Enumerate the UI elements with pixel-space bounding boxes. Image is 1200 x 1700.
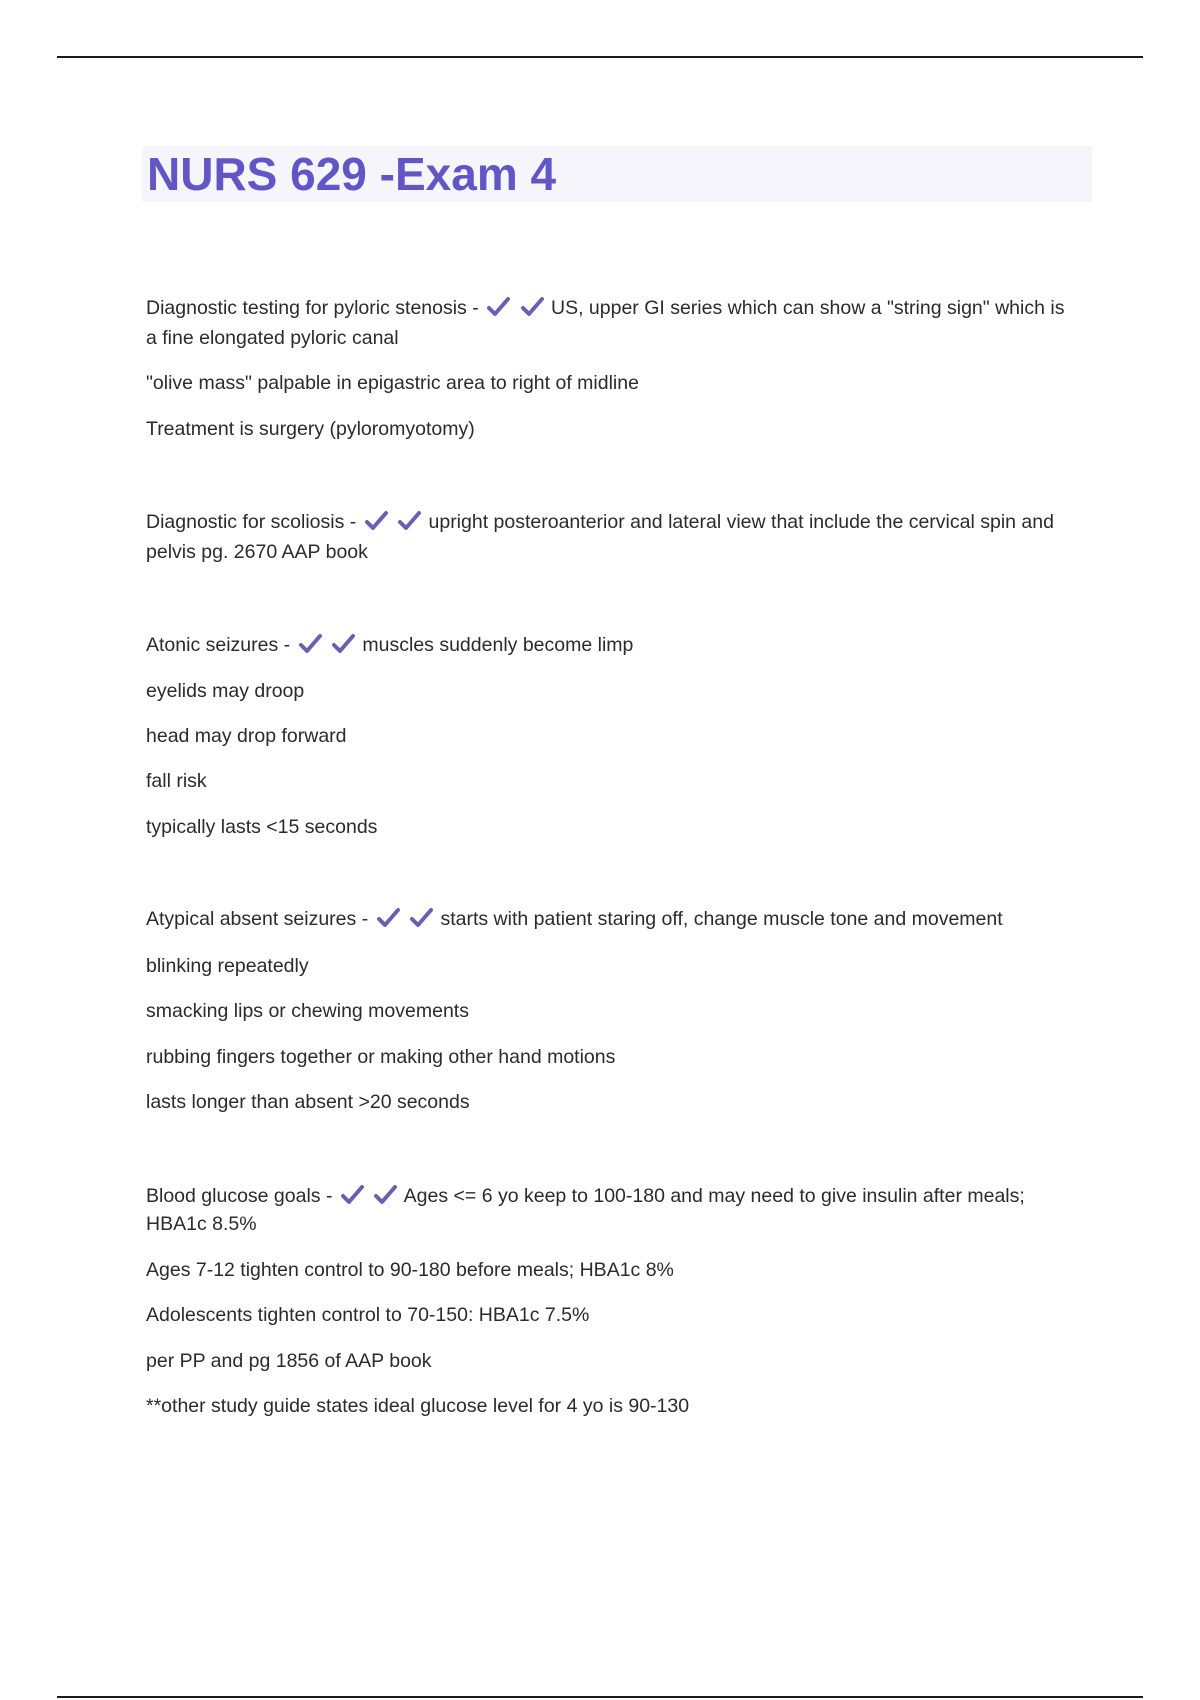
check-icon bbox=[376, 907, 402, 929]
check-icon bbox=[520, 296, 546, 318]
qa-question-line bbox=[146, 1181, 1025, 1211]
qa-detail-line: "olive mass" palpable in epigastric area to right of midline bbox=[146, 372, 639, 394]
check-icon bbox=[340, 1184, 366, 1206]
qa-answer: US, upper GI series which can show a "string sign" which is bbox=[550, 297, 1065, 319]
qa-answer-wrap: pelvis pg. 2670 AAP book bbox=[146, 541, 368, 563]
qa-detail-line: lasts longer than absent >20 seconds bbox=[146, 1091, 470, 1113]
qa-question: Diagnostic testing for pyloric stenosis - bbox=[146, 297, 479, 319]
qa-detail-line: Adolescents tighten control to 70-150: HBA1c 7.5% bbox=[146, 1304, 590, 1326]
check-icon bbox=[409, 907, 435, 929]
check-icon bbox=[298, 633, 324, 655]
qa-detail-line: blinking repeatedly bbox=[146, 955, 309, 977]
check-icon bbox=[364, 510, 390, 532]
qa-answer: starts with patient staring off, change muscle tone and movement bbox=[440, 908, 1003, 930]
qa-answer: Ages <= 6 yo keep to 100-180 and may need to give insulin after meals; bbox=[403, 1185, 1025, 1207]
qa-answer: muscles suddenly become limp bbox=[362, 634, 634, 656]
qa-question: Atypical absent seizures - bbox=[146, 908, 369, 930]
check-icon bbox=[373, 1184, 399, 1206]
qa-answer-wrap: HBA1c 8.5% bbox=[146, 1213, 257, 1235]
check-icon bbox=[397, 510, 423, 532]
qa-question: Atonic seizures - bbox=[146, 634, 291, 656]
qa-detail-line: Treatment is surgery (pyloromyotomy) bbox=[146, 418, 475, 440]
qa-question-line bbox=[146, 293, 1064, 323]
qa-detail-line: **other study guide states ideal glucose level for 4 yo is 90-130 bbox=[146, 1395, 690, 1417]
qa-detail-line: rubbing fingers together or making other hand motions bbox=[146, 1046, 616, 1068]
qa-question-line bbox=[146, 904, 1003, 934]
qa-detail-line: fall risk bbox=[146, 770, 207, 792]
qa-detail-line: per PP and pg 1856 of AAP book bbox=[146, 1350, 432, 1372]
footer-rule bbox=[57, 1696, 1143, 1698]
qa-detail-line: smacking lips or chewing movements bbox=[146, 1000, 469, 1022]
qa-detail-line: Ages 7-12 tighten control to 90-180 before meals; HBA1c 8% bbox=[146, 1259, 674, 1281]
qa-question: Blood glucose goals - bbox=[146, 1185, 333, 1207]
qa-question-line bbox=[146, 507, 1054, 537]
qa-answer: upright posteroanterior and lateral view that include the cervical spin and bbox=[428, 511, 1054, 533]
header-rule bbox=[57, 56, 1143, 58]
qa-answer-wrap: a fine elongated pyloric canal bbox=[146, 327, 399, 349]
qa-detail-line: eyelids may droop bbox=[146, 680, 305, 702]
qa-detail-line: typically lasts <15 seconds bbox=[146, 816, 378, 838]
page-title: NURS 629 -Exam 4 bbox=[147, 148, 557, 200]
qa-detail-line: head may drop forward bbox=[146, 725, 347, 747]
qa-question-line bbox=[146, 630, 633, 660]
check-icon bbox=[331, 633, 357, 655]
check-icon bbox=[486, 296, 512, 318]
qa-question: Diagnostic for scoliosis - bbox=[146, 511, 357, 533]
